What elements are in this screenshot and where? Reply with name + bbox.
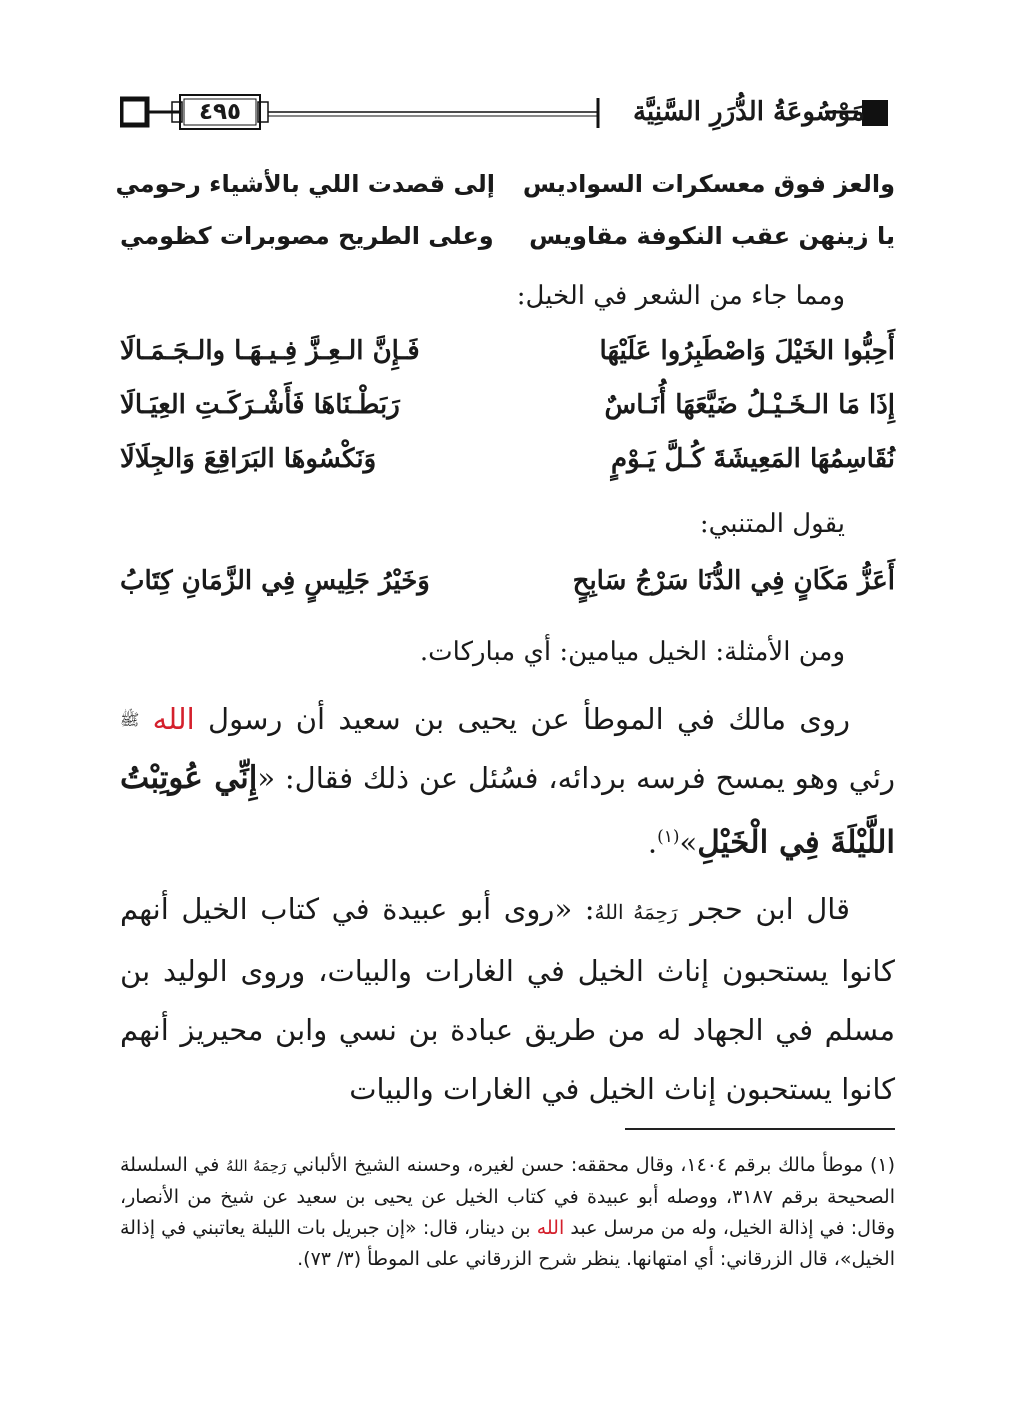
quote-close: » (679, 825, 698, 860)
honorific-sallallahu: ﷺ (120, 710, 140, 729)
honorific-rahimahullah: رَحِمَهُ اللهُ (594, 900, 678, 924)
hadith-quote: إِنِّي عُوتِبْتُ اللَّيْلَةَ فِي الْخَيْلِ (120, 760, 895, 861)
classical-verse-1 (120, 326, 895, 374)
verse-second-hemistich: إلى قصدت اللي بالأشياء رحومي (115, 170, 495, 198)
dialect-verse-1 (115, 160, 895, 208)
paragraph-hadith (120, 690, 895, 873)
verse-first-hemistich: أَعَزُّ مَكَانٍ فِي الدُّنَا سَرْجُ سَابِحٍ (572, 566, 895, 596)
verse-first-hemistich: يا زينهن عقب النكوفة مقاويس (529, 222, 895, 250)
footnote-marker: (١) (869, 1154, 896, 1176)
footnote-text-3: بن دينار، قال: «إن جبريل بات الليلة يعاتبني في إذالة الخيل»، قال الزرقاني: أي امتهانها. ينظر شرح الزرقاني على الموطأ (٣/ ٧٣). (120, 1217, 895, 1270)
proverb-line: ومن الأمثلة: الخيل ميامين: أي مباركات. (419, 637, 845, 667)
verse-second-hemistich: وعلى الطريح مصوبرات كظومي (120, 222, 494, 250)
footnote-text-2: في السلسلة الصحيحة برقم ٣١٨٧، ووصله أبو عبيدة في كتاب الخيل عن يحيى بن سعيد عن شيخ من الأنصار، وقال: في إذالة الخيل، وله من مرسل عبد (120, 1154, 896, 1239)
verse-first-hemistich: أَحِبُّوا الخَيْلَ وَاصْطَبِرُوا عَلَيْهَا (599, 336, 895, 366)
mutanabbi-verse (120, 556, 895, 604)
classical-verse-2 (120, 380, 895, 428)
verse-second-hemistich: فَـإِنَّ الـعِـزَّ فِـيـهَـا والـجَـمَـالَا (120, 336, 420, 366)
para1-text-2: رئي وهو يمسح فرسه بردائه، فسُئل عن ذلك فقال: « (257, 761, 896, 795)
para1-text: روى مالك في الموطأ عن يحيى بن سعيد أن رسول (194, 702, 851, 736)
footnote-text: موطأ مالك برقم ١٤٠٤، وقال محققه: حسن لغيره، وحسنه الشيخ الألباني (286, 1154, 864, 1176)
paragraph-ibn-hajar (120, 880, 895, 1119)
verse-first-hemistich: إِذَا مَا الـخَـيْـلُ ضَيَّعَهَا أُنَـاسٌ (604, 390, 895, 420)
footnote-divider (625, 1128, 895, 1130)
para2-text-2: : «روى أبو عبيدة في كتاب الخيل أنهم كانوا يستحبون إناث الخيل في الغارات والبيات، وروى الوليد بن مسلم في الجهاد له من طريق عبادة بن نسي وابن محيريز أنهم كانوا يستحبون إناث الخيل في الغارات والبيات (120, 892, 895, 1106)
honorific-rahimahullah: رَحِمَهُ اللهُ (225, 1157, 287, 1175)
allah-word: الله (152, 702, 195, 736)
series-title: مَوْسُوعَةُ الدُّرَرِ السَّنِيَّة (632, 97, 865, 127)
para1-end: . (647, 825, 658, 860)
verse-first-hemistich: نُقَاسِمُهَا المَعِيشَةَ كُـلَّ يَـوْمٍ (611, 444, 895, 474)
dialect-verse-2 (120, 212, 895, 260)
verse-second-hemistich: وَنَكْسُوهَا البَرَاقِعَ وَالجِلَالَا (120, 444, 377, 474)
para2-text: قال ابن حجر (677, 892, 850, 926)
verse-second-hemistich: وَخَيْرُ جَلِيسٍ فِي الزَّمَانِ كِتَابُ (120, 566, 430, 596)
intro-poetry: ومما جاء من الشعر في الخيل: (516, 281, 845, 311)
page-number: ٤٩٥ (198, 99, 242, 125)
page-header (120, 92, 895, 134)
classical-verse-3 (120, 434, 895, 482)
allah-word: الله (536, 1217, 565, 1239)
intro-mutanabbi: يقول المتنبي: (699, 509, 845, 539)
footnote (120, 1150, 895, 1275)
verse-second-hemistich: رَبَطْـنَاهَا فَأَشْـرَكَـتِ العِيَـالَا (120, 390, 400, 420)
footnote-ref[interactable]: (١) (657, 827, 680, 847)
verse-first-hemistich: والعز فوق معسكرات السواديس (522, 170, 895, 198)
